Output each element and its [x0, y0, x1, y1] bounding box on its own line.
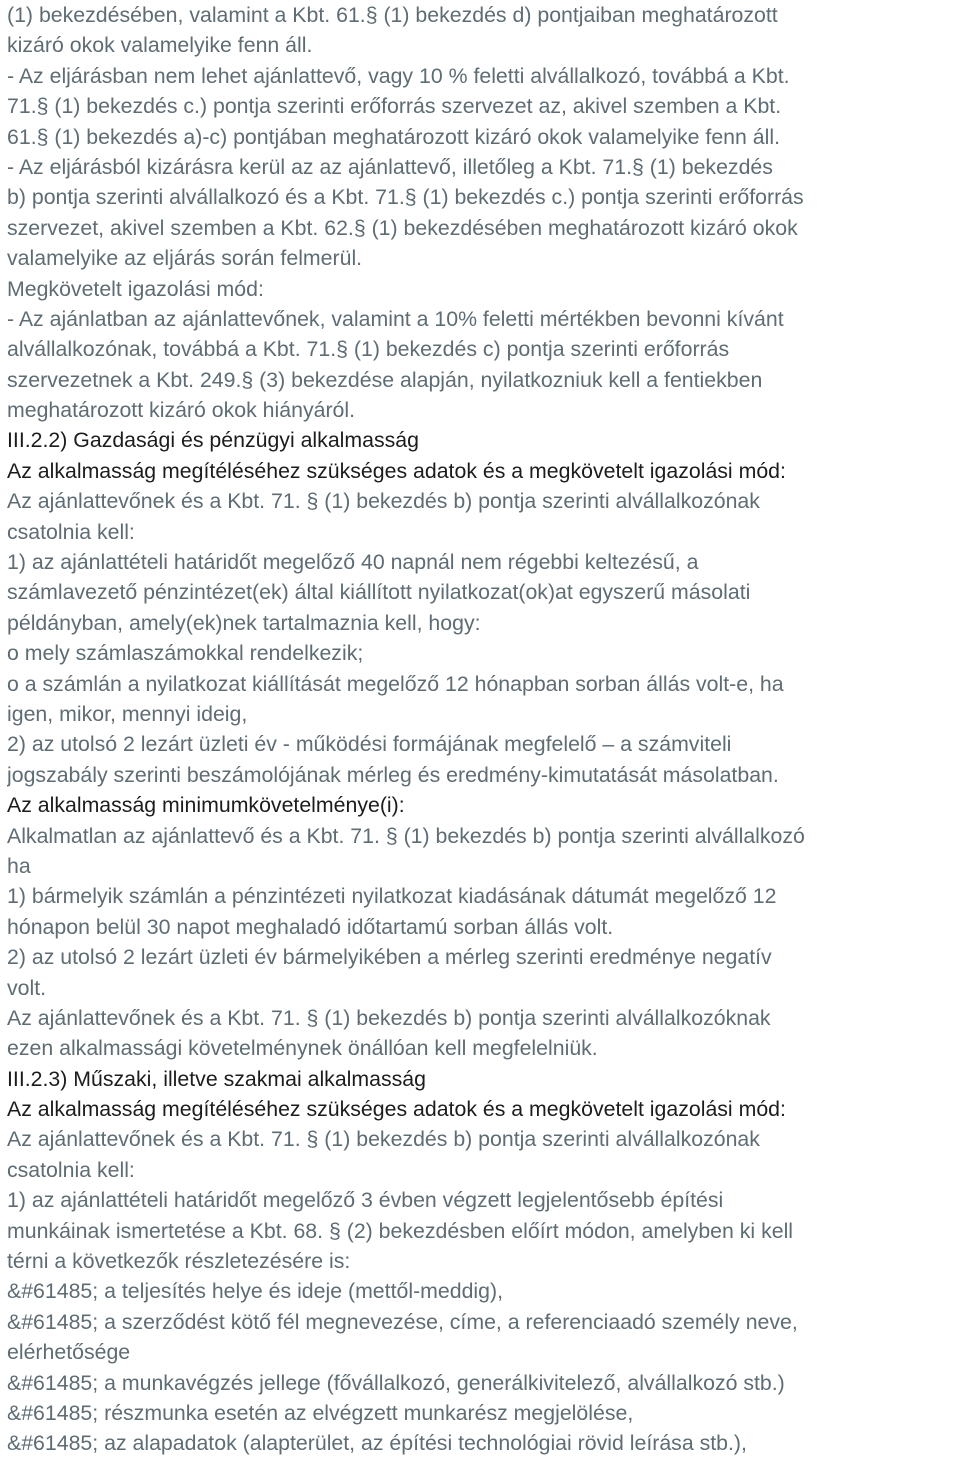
body-text-line: &#61485; a munkavégzés jellege (fővállalkozó, generálkivitelező, alvállalkozó stb.): [7, 1370, 785, 1395]
body-text-line: hónapon belül 30 napot meghaladó időtartamú sorban állás volt.: [7, 914, 614, 939]
body-text-line: &#61485; az alapadatok (alapterület, az építési technológiai rövid leírása stb.),: [7, 1431, 747, 1456]
body-text-line: csatolnia kell:: [7, 519, 135, 544]
body-text-line: valamelyike az eljárás során felmerül.: [7, 246, 363, 271]
body-text-line: igen, mikor, mennyi ideig,: [7, 701, 248, 726]
body-text-line: - Az eljárásban nem lehet ajánlattevő, vagy 10 % feletti alvállalkozó, továbbá a Kbt.: [7, 63, 790, 88]
body-text-line: szervezetnek a Kbt. 249.§ (3) bekezdése alapján, nyilatkozniuk kell a fentiekben: [7, 367, 763, 392]
body-text-line: 1) az ajánlattételi határidőt megelőző 40 napnál nem régebbi keltezésű, a: [7, 550, 699, 575]
body-text-line: 2) az utolsó 2 lezárt üzleti év - működési formájának megfelelő – a számviteli: [7, 732, 732, 757]
body-text-line: ha: [7, 853, 31, 878]
body-text-line: ezen alkalmassági követelménynek önállóan kell megfelelniük.: [7, 1036, 598, 1061]
document-page: [7, 0, 960, 1459]
body-text-line: szervezet, akivel szemben a Kbt. 62.§ (1) bekezdésében meghatározott kizáró okok: [7, 215, 798, 240]
body-text-line: 2) az utolsó 2 lezárt üzleti év bármelyikében a mérleg szerinti eredménye negatív: [7, 945, 772, 970]
body-text-line: alvállalkozónak, továbbá a Kbt. 71.§ (1) bekezdés c) pontja szerinti erőforrás: [7, 337, 730, 362]
body-text-line: (1) bekezdésében, valamint a Kbt. 61.§ (1) bekezdés d) pontjaiban meghatározott: [7, 3, 778, 27]
body-text-line: 1) az ajánlattételi határidőt megelőző 3 évben végzett legjelentősebb építési: [7, 1188, 724, 1213]
body-text-line: &#61485; a szerződést kötő fél megnevezése, címe, a referenciaadó személy neve,: [7, 1309, 798, 1334]
body-text-line: 61.§ (1) bekezdés a)-c) pontjában meghatározott kizáró okok valamelyike fenn áll.: [7, 124, 781, 149]
section-heading-line: III.2.2) Gazdasági és pénzügyi alkalmasság: [7, 428, 419, 453]
section-heading-line: Az alkalmasság megítéléséhez szükséges adatok és a megkövetelt igazolási mód:: [7, 1097, 786, 1122]
body-text-line: - Az ajánlatban az ajánlattevőnek, valamint a 10% feletti mértékben bevonni kívánt: [7, 306, 784, 331]
body-text-line: meghatározott kizáró okok hiányáról.: [7, 398, 356, 423]
body-text-line: &#61485; a teljesítés helye és ideje (mettől-meddig),: [7, 1279, 504, 1304]
body-text-line: b) pontja szerinti alvállalkozó és a Kbt. 71.§ (1) bekezdés c.) pontja szerinti erőforrás: [7, 185, 804, 210]
body-text-line: térni a következők részletezésére is:: [7, 1249, 351, 1274]
body-text-line: o mely számlaszámokkal rendelkezik;: [7, 641, 364, 666]
body-text-line: elérhetősége: [7, 1340, 131, 1365]
body-text-line: - Az eljárásból kizárásra kerül az az ajánlattevő, illetőleg a Kbt. 71.§ (1) bekezdés: [7, 154, 773, 179]
body-text-line: kizáró okok valamelyike fenn áll.: [7, 33, 313, 58]
body-text-line: munkáinak ismertetése a Kbt. 68. § (2) bekezdésben előírt módon, amelyben ki kell: [7, 1218, 794, 1243]
body-text-line: 1) bármelyik számlán a pénzintézeti nyilatkozat kiadásának dátumát megelőző 12: [7, 884, 777, 909]
body-text-line: Alkalmatlan az ajánlattevő és a Kbt. 71. § (1) bekezdés b) pontja szerinti alvállalkozó: [7, 823, 805, 848]
body-text-line: jogszabály szerinti beszámolójának mérleg és eredmény-kimutatását másolatban.: [7, 762, 779, 787]
body-text-line: Az ajánlattevőnek és a Kbt. 71. § (1) bekezdés b) pontja szerinti alvállalkozónak: [7, 489, 760, 514]
body-text-line: csatolnia kell:: [7, 1157, 135, 1182]
section-heading-line: Az alkalmasság megítéléséhez szükséges adatok és a megkövetelt igazolási mód:: [7, 458, 786, 483]
section-heading-line: Az alkalmasság minimumkövetelménye(i):: [7, 793, 405, 818]
body-text-line: példányban, amely(ek)nek tartalmaznia kell, hogy:: [7, 610, 481, 635]
section-heading-line: III.2.3) Műszaki, illetve szakmai alkalmasság: [7, 1066, 426, 1091]
body-text-line: Megkövetelt igazolási mód:: [7, 276, 264, 301]
body-text-line: o a számlán a nyilatkozat kiállítását megelőző 12 hónapban sorban állás volt-e, ha: [7, 671, 784, 696]
body-text-line: Az ajánlattevőnek és a Kbt. 71. § (1) bekezdés b) pontja szerinti alvállalkozóknak: [7, 1005, 771, 1030]
body-text-line: Az ajánlattevőnek és a Kbt. 71. § (1) bekezdés b) pontja szerinti alvállalkozónak: [7, 1127, 760, 1152]
body-text-line: 71.§ (1) bekezdés c.) pontja szerinti erőforrás szervezet az, akivel szemben a Kbt.: [7, 94, 782, 119]
body-text-line: &#61485; részmunka esetén az elvégzett munkarész megjelölése,: [7, 1400, 634, 1425]
body-text-line: volt.: [7, 975, 47, 1000]
body-text-line: számlavezető pénzintézet(ek) által kiállított nyilatkozat(ok)at egyszerű másolati: [7, 580, 751, 605]
